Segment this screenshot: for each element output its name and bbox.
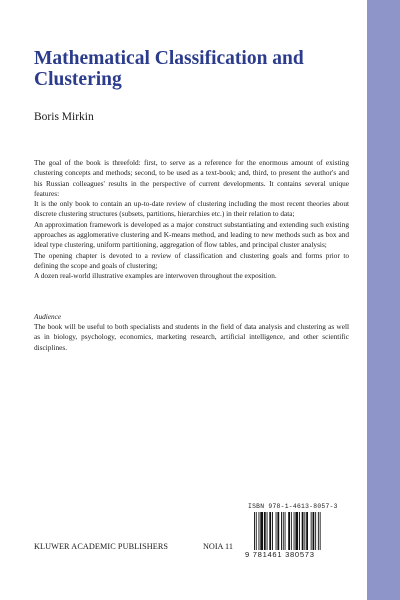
audience-heading: Audience	[34, 312, 62, 321]
description	[34, 158, 349, 282]
book-title: Mathematical Classification and Clustering	[34, 48, 304, 90]
author-name: Boris Mirkin	[34, 111, 94, 123]
isbn-label: ISBN 978-1-4613-8057-3	[248, 503, 338, 510]
barcode-bar	[269, 512, 271, 550]
barcode-bar	[311, 512, 312, 550]
barcode-bar	[254, 512, 255, 550]
barcode-bar	[259, 512, 260, 550]
barcode-bar	[276, 512, 277, 550]
barcode-digits: 9 781461 380573	[245, 550, 315, 559]
barcode-bar	[291, 512, 292, 550]
barcode-bar	[313, 512, 315, 550]
barcode-bar	[277, 512, 279, 550]
barcode-bar	[315, 512, 316, 550]
barcode-bar	[304, 512, 305, 550]
description-paragraph: The goal of the book is threefold: first, to serve as a reference for the enormous amount of existing clustering concepts and methods; second, to be used as a text-book; and, third, to present the author's and his Russian colleagues' results in the perspective of current developments. It contains several unique features:	[34, 158, 349, 198]
barcode-bar	[281, 512, 282, 550]
barcode-bar	[272, 512, 273, 550]
audience-text: The book will be useful to both specialists and students in the field of data analysis and clustering as well as in biology, psychology, economics, marketing research, artificial intelligence, and other scientific disciplines.	[34, 322, 349, 352]
description-paragraph: It is the only book to contain an up-to-date review of clustering including the most recent theories about discrete clustering structures (subsets, partitions, hierarchies etc.) in their relation to data;	[34, 199, 349, 219]
barcode-bar	[302, 512, 304, 550]
barcode-bar	[295, 512, 298, 550]
barcode-bar	[285, 512, 286, 550]
barcode-bar	[299, 512, 300, 550]
barcode-bar	[256, 512, 257, 550]
barcode-graphic	[254, 512, 348, 550]
barcode-bar	[306, 512, 308, 550]
barcode-bar	[288, 512, 290, 550]
barcode-bar	[264, 512, 266, 550]
description-paragraph: An approximation framework is developed as a major construct substantiating and extending such existing approaches as agglomerative clustering and K-means method, and leading to new methods such as box and ideal type clustering, uniform partitioning, aggregation of flow tables, and principal cluster analysis;	[34, 219, 349, 250]
barcode-bar	[267, 512, 268, 550]
description-paragraph: A dozen real-world illustrative examples are interwoven throughout the exposition.	[34, 271, 277, 281]
series-label: NOIA 11	[203, 542, 233, 551]
publisher-name: KLUWER ACADEMIC PUBLISHERS	[34, 542, 169, 551]
barcode-bar	[294, 512, 295, 550]
barcode-bar	[283, 512, 284, 550]
barcode-bar	[260, 512, 263, 550]
barcode-bar	[318, 512, 319, 550]
spine-band	[367, 0, 400, 600]
description-paragraph: The opening chapter is devoted to a review of classification and clustering goals and forms prior to defining the scope and goals of clustering;	[34, 250, 349, 270]
barcode-bar	[320, 512, 321, 550]
